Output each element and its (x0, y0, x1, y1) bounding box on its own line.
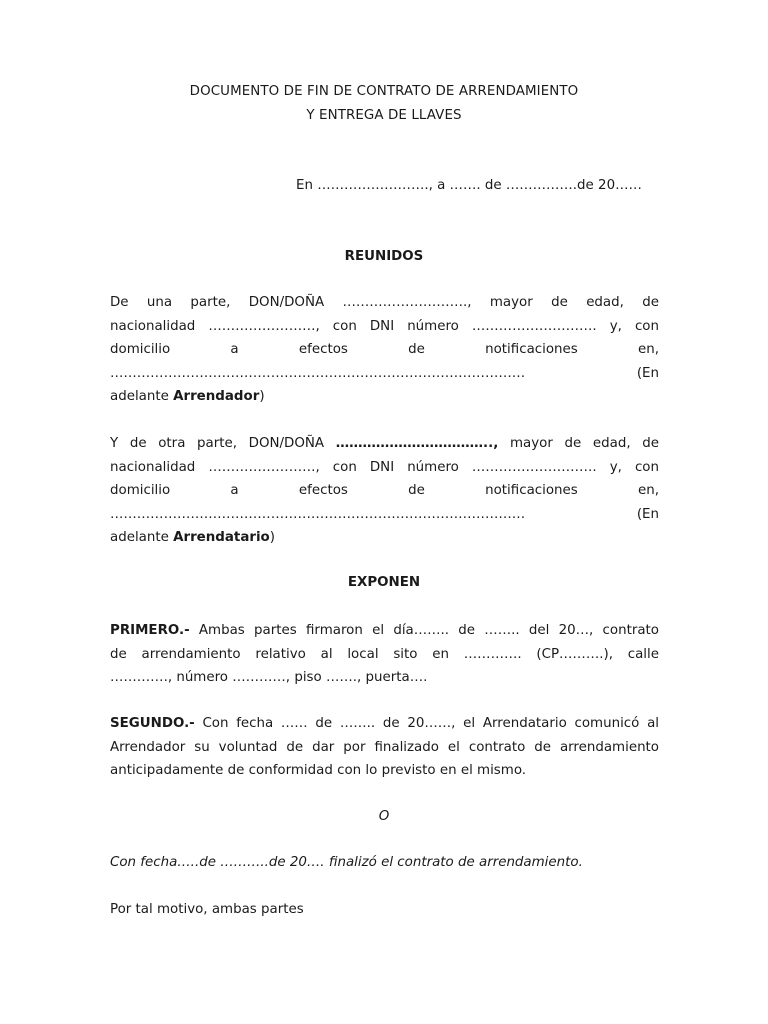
primero-label: PRIMERO.- (110, 623, 190, 638)
arrendatario-line-1-prefix: Y de otra parte, DON/DOÑA (110, 436, 336, 451)
arrendatario-paragraph (110, 432, 659, 550)
arrendatario-line-5-prefix: adelante (110, 530, 174, 546)
arrendador-line-4: ………………………………………………………………………………… (En (110, 365, 659, 381)
arrendador-line-3: domicilio a efectos de notificaciones en, (110, 342, 659, 358)
arrendatario-line-2: nacionalidad ……………………, con DNI número ………………………. y, con (110, 459, 659, 475)
arrendatario-line-5 (110, 526, 659, 550)
place-date-line: En ……………………., a ……. de …………….de 20…… (296, 178, 642, 193)
alternative-clause: Con fecha…..de ………..de 20…. finalizó el contrato de arrendamiento. (110, 855, 583, 870)
arrendador-line-1: De una parte, DON/DOÑA ………………………., mayor de edad, de (110, 295, 659, 310)
arrendador-line-5-prefix: adelante (110, 389, 174, 405)
primero-paragraph (110, 619, 659, 690)
reunidos-heading: REUNIDOS (344, 249, 424, 264)
primero-line-1 (110, 619, 659, 643)
document-title-line1: DOCUMENTO DE FIN DE CONTRATO DE ARRENDAMIENTO (189, 84, 579, 99)
arrendatario-line-5-suffix: ) (269, 530, 275, 546)
arrendador-line-2: nacionalidad ……………………, con DNI número ………………………. y, con (110, 318, 659, 334)
segundo-line-1 (110, 712, 659, 736)
primero-line-1-text: Ambas partes firmaron el día…….. de …….. del 20…, contrato (189, 623, 659, 638)
arrendatario-line-1 (110, 432, 659, 456)
arrendador-label: Arrendador (173, 389, 260, 405)
segundo-label: SEGUNDO.- (110, 716, 195, 731)
arrendador-line-5 (110, 385, 659, 409)
closing-intro-line: Por tal motivo, ambas partes (110, 902, 304, 917)
primero-line-2: de arrendamiento relativo al local sito en …………. (CP……….), calle (110, 646, 659, 662)
arrendatario-line-4: ………………………………………………………………………………… (En (110, 506, 659, 522)
segundo-paragraph (110, 712, 659, 783)
exponen-heading: EXPONEN (347, 575, 421, 590)
document-title-line2: Y ENTREGA DE LLAVES (306, 108, 462, 123)
arrendador-paragraph (110, 291, 659, 409)
segundo-line-1-text: Con fecha …… de …….. de 20……, el Arrendatario comunicó al (194, 716, 659, 731)
arrendatario-line-3: domicilio a efectos de notificaciones en, (110, 483, 659, 499)
segundo-line-3: anticipadamente de conformidad con lo previsto en el mismo. (110, 763, 527, 779)
arrendatario-name-blank: …………………………….., (335, 436, 499, 451)
alternative-separator: O (378, 809, 390, 824)
primero-line-3: …………., número …………, piso ……., puerta…. (110, 670, 428, 686)
arrendatario-line-1-suffix: mayor de edad, de (498, 436, 660, 451)
arrendatario-label: Arrendatario (173, 530, 270, 546)
arrendador-line-5-suffix: ) (259, 389, 265, 405)
segundo-line-2: Arrendador su voluntad de dar por finalizado el contrato de arrendamiento (110, 739, 659, 755)
